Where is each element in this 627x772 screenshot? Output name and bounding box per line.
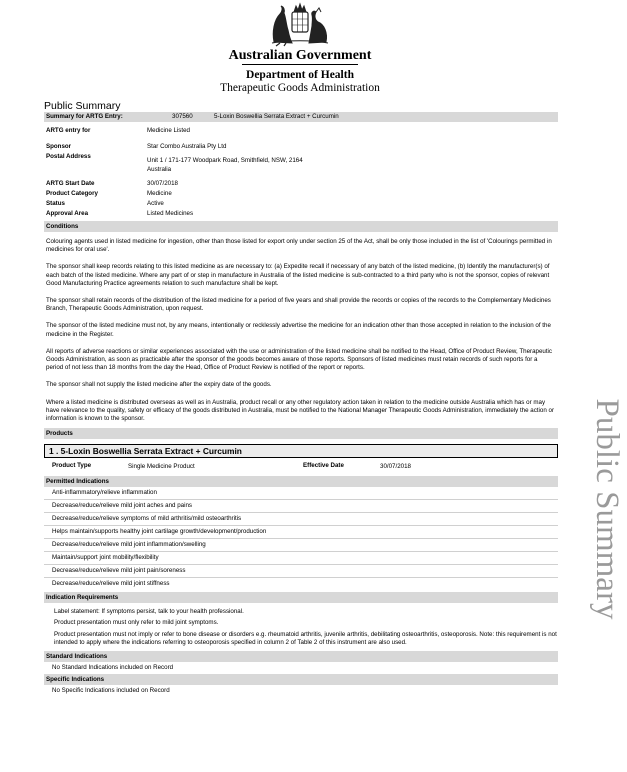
list-item: Decrease/reduce/relieve mild joint inflammation/swelling xyxy=(44,539,558,552)
condition-paragraph: The sponsor shall retain records of the distribution of the listed medicine for a period of five years and shall provide the records or copies of the records to the Complementary Medicines Branch, Therapeutic Goods Administration, upon request. xyxy=(46,297,551,313)
standard-indications-heading: Standard Indications xyxy=(44,651,558,662)
coat-of-arms-icon xyxy=(268,2,332,46)
indication-requirements-heading: Indication Requirements xyxy=(44,592,558,603)
artg-entry-number: 307560 xyxy=(172,113,193,120)
condition-paragraph: The sponsor of the listed medicine must not, by any means, intentionally or recklessly advertise the medicine for an indication other than those accepted in relation to the inclusion of the medicine in the Register. xyxy=(46,322,551,338)
requirement-item: Label statement: If symptoms persist, talk to your health professional. xyxy=(54,608,244,616)
product-type-label: Product Type xyxy=(52,462,92,470)
list-item: Decrease/reduce/relieve symptoms of mild arthritis/mild osteoarthritis xyxy=(44,513,558,526)
products-heading: Products xyxy=(44,428,558,439)
field-value: Medicine Listed xyxy=(147,127,190,134)
field-value-country: Australia xyxy=(147,166,172,173)
department-name: Department of Health xyxy=(246,69,354,81)
permitted-indications-heading: Permitted Indications xyxy=(44,476,558,487)
effective-date-value: 30/07/2018 xyxy=(380,463,411,471)
list-item: Anti-inflammatory/relieve inflammation xyxy=(44,487,558,500)
standard-indications-text: No Standard Indications included on Record xyxy=(52,664,174,672)
requirement-item: Product presentation must not imply or refer to bone disease or disorders e.g. rheumatoid arthritis, juvenile arthritis, debilitating osteoarthritis, osteoporosis. Note: this requirement is not intended to apply where the indications referring to osteoporosis specified in column 2 of Table 2 of this instrument are also used. xyxy=(54,630,557,646)
government-title: Australian Government xyxy=(228,48,372,63)
list-item: Decrease/reduce/relieve mild joint aches and pains xyxy=(44,500,558,513)
product-type-row xyxy=(44,458,558,474)
title-divider xyxy=(242,64,358,65)
artg-entry-name: 5-Loxin Boswellia Serrata Extract + Curcumin xyxy=(214,113,339,120)
field-value: Active xyxy=(147,200,164,207)
field-sponsor xyxy=(44,142,558,152)
field-value: 30/07/2018 xyxy=(147,180,178,187)
field-label: Product Category xyxy=(46,190,98,197)
public-summary-heading: Public Summary xyxy=(44,100,121,112)
field-label: Sponsor xyxy=(46,143,72,150)
field-value: Medicine xyxy=(147,190,172,197)
field-value: Listed Medicines xyxy=(147,210,194,217)
field-product-category xyxy=(44,189,558,199)
list-item: Decrease/reduce/relieve mild joint pain/soreness xyxy=(44,565,558,578)
field-artg-start-date xyxy=(44,179,558,189)
field-label: Postal Address xyxy=(46,153,91,160)
field-approval-area xyxy=(44,209,558,219)
condition-paragraph: Where a listed medicine is distributed overseas as well as in Australia, product recall or any other regulatory action taken in relation to the medicine outside Australia which has or may have relevance to the quality, safety or efficacy of the goods distributed in Australia, must be notified to the National Manager Therapeutic Goods Administration, immediately the action or information is known to the sponsor. xyxy=(46,398,555,423)
field-postal-address xyxy=(44,152,558,179)
list-item: Decrease/reduce/relieve mild joint stiffness xyxy=(52,580,170,588)
conditions-heading: Conditions xyxy=(44,221,558,232)
summary-bar xyxy=(44,112,558,122)
specific-indications-text: No Specific Indications included on Record xyxy=(52,687,170,695)
agency-name: Therapeutic Goods Administration xyxy=(220,82,380,94)
requirement-item: Product presentation must only refer to mild joint symptoms. xyxy=(54,619,219,627)
field-value: Unit 1 / 171-177 Woodpark Road, Smithfield, NSW, 2164 xyxy=(147,157,303,164)
field-label: ARTG entry for xyxy=(46,127,91,134)
side-watermark-title: Public Summary xyxy=(589,398,625,620)
field-status xyxy=(44,199,558,209)
effective-date-label: Effective Date xyxy=(303,462,344,470)
product-type-value: Single Medicine Product xyxy=(128,463,195,471)
condition-paragraph: All reports of adverse reactions or similar experiences associated with the use or administration of the listed medicine shall be notified to the Head, Office of Product Review, Therapeutic Goods Administration, as soon as practicable after the sponsor of the goods becomes aware of those reports. Sponsors of listed medicines must retain records of such reports for a period of not less than 18 months from the day the Head, Office of Product Review is notified of the report or reports. xyxy=(46,347,553,372)
condition-paragraph: The sponsor shall keep records relating to this listed medicine as are necessary to: (a) Expedite recall if necessary of any batch of the listed medicine, (b) Identify the manufacturer(s) of each batch of the listed medicine. Where any part of or step in manufacture in Australia of the listed medicine is sub-contracted to a third party who is not the sponsor, copies of relevant Good Manufacturing Practice agreements relation to such manufacture shall be kept. xyxy=(46,263,550,287)
field-label: ARTG Start Date xyxy=(46,180,95,187)
summary-label: Summary for ARTG Entry: xyxy=(46,113,123,120)
condition-paragraph: Colouring agents used in listed medicine for ingestion, other than those listed for export only under section 25 of the Act, shall be only those included in the list of 'Colourings permitted in medicines for oral use'. xyxy=(46,238,552,254)
product-title-box: 1 . 5-Loxin Boswellia Serrata Extract + Curcumin xyxy=(44,444,558,458)
field-value: Star Combo Australia Pty Ltd xyxy=(147,143,227,150)
field-label: Status xyxy=(46,200,65,207)
field-artg-entry-for xyxy=(44,126,558,136)
condition-paragraph: The sponsor shall not supply the listed medicine after the expiry date of the goods. xyxy=(46,381,272,389)
list-item: Helps maintain/supports healthy joint cartilage growth/development/production xyxy=(44,526,558,539)
field-label: Approval Area xyxy=(46,210,89,217)
specific-indications-heading: Specific Indications xyxy=(44,674,558,685)
document-content xyxy=(44,112,558,697)
list-item: Maintain/support joint mobility/flexibility xyxy=(44,552,558,565)
